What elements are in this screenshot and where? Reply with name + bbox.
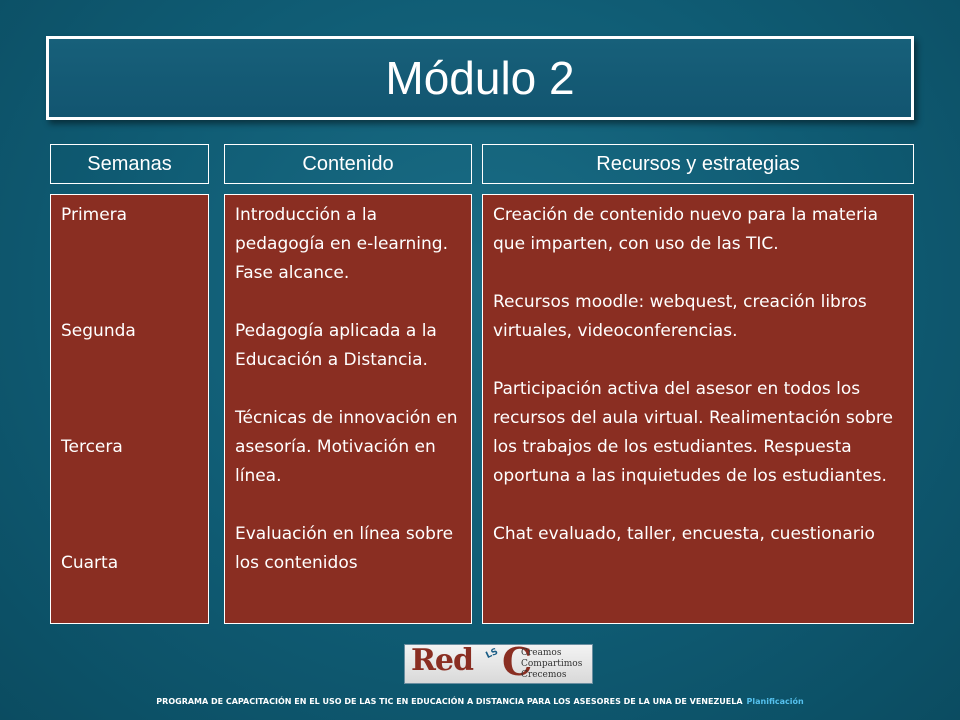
resource-item-1: Creación de contenido nuevo para la materia que imparten, con uso de las TIC.	[493, 205, 879, 254]
resource-item-2: Recursos moodle: webquest, creación libros virtuales, videoconferencias.	[493, 292, 867, 341]
resource-item-4: Chat evaluado, taller, encuesta, cuestionario	[493, 524, 875, 544]
resources-column	[482, 194, 914, 624]
logo-ls-text: LS	[484, 646, 500, 662]
footer-program-text: PROGRAMA DE CAPACITACIÓN EN EL USO DE LAS TIC EN EDUCACIÓN A DISTANCIA PARA LOS ASESORES DE LA UNA DE VENEZUELA	[156, 697, 743, 706]
logo-red-text: Red	[411, 644, 473, 678]
content-column	[224, 194, 472, 624]
logo-motto-line-1: Creamos	[521, 648, 562, 658]
header-weeks: Semanas	[50, 144, 209, 184]
header-resources: Recursos y estrategias	[482, 144, 914, 184]
logo-motto-line-2: Compartimos	[521, 659, 583, 669]
logo-motto-line-3: Crecemos	[521, 670, 567, 680]
content-item-4: Evaluación en línea sobre los contenidos	[235, 524, 454, 573]
resource-item-3: Participación activa del asesor en todos los recursos del aula virtual. Realimentación sobre los trabajos de los estudiantes. Respuesta oportuna a las inquietudes de los estudiantes.	[493, 379, 893, 486]
logo-motto	[521, 648, 582, 681]
header-content: Contenido	[224, 144, 472, 184]
content-item-1: Introducción a la pedagogía en e-learning. Fase alcance.	[235, 205, 448, 283]
content-item-3: Técnicas de innovación en asesoría. Motivación en línea.	[235, 408, 458, 486]
logo-c-text: C	[502, 644, 533, 684]
slide-title: Módulo 2	[385, 52, 575, 104]
weeks-column	[50, 194, 209, 624]
footer	[0, 697, 960, 706]
week-second: Segunda	[61, 321, 136, 341]
redlsc-logo	[404, 644, 593, 684]
title-box	[46, 36, 914, 120]
week-fourth: Cuarta	[61, 553, 119, 573]
week-third: Tercera	[61, 437, 123, 457]
week-first: Primera	[61, 205, 128, 225]
footer-planificacion-link[interactable]: Planificación	[746, 697, 804, 706]
content-item-2: Pedagogía aplicada a la Educación a Distancia.	[235, 321, 437, 370]
